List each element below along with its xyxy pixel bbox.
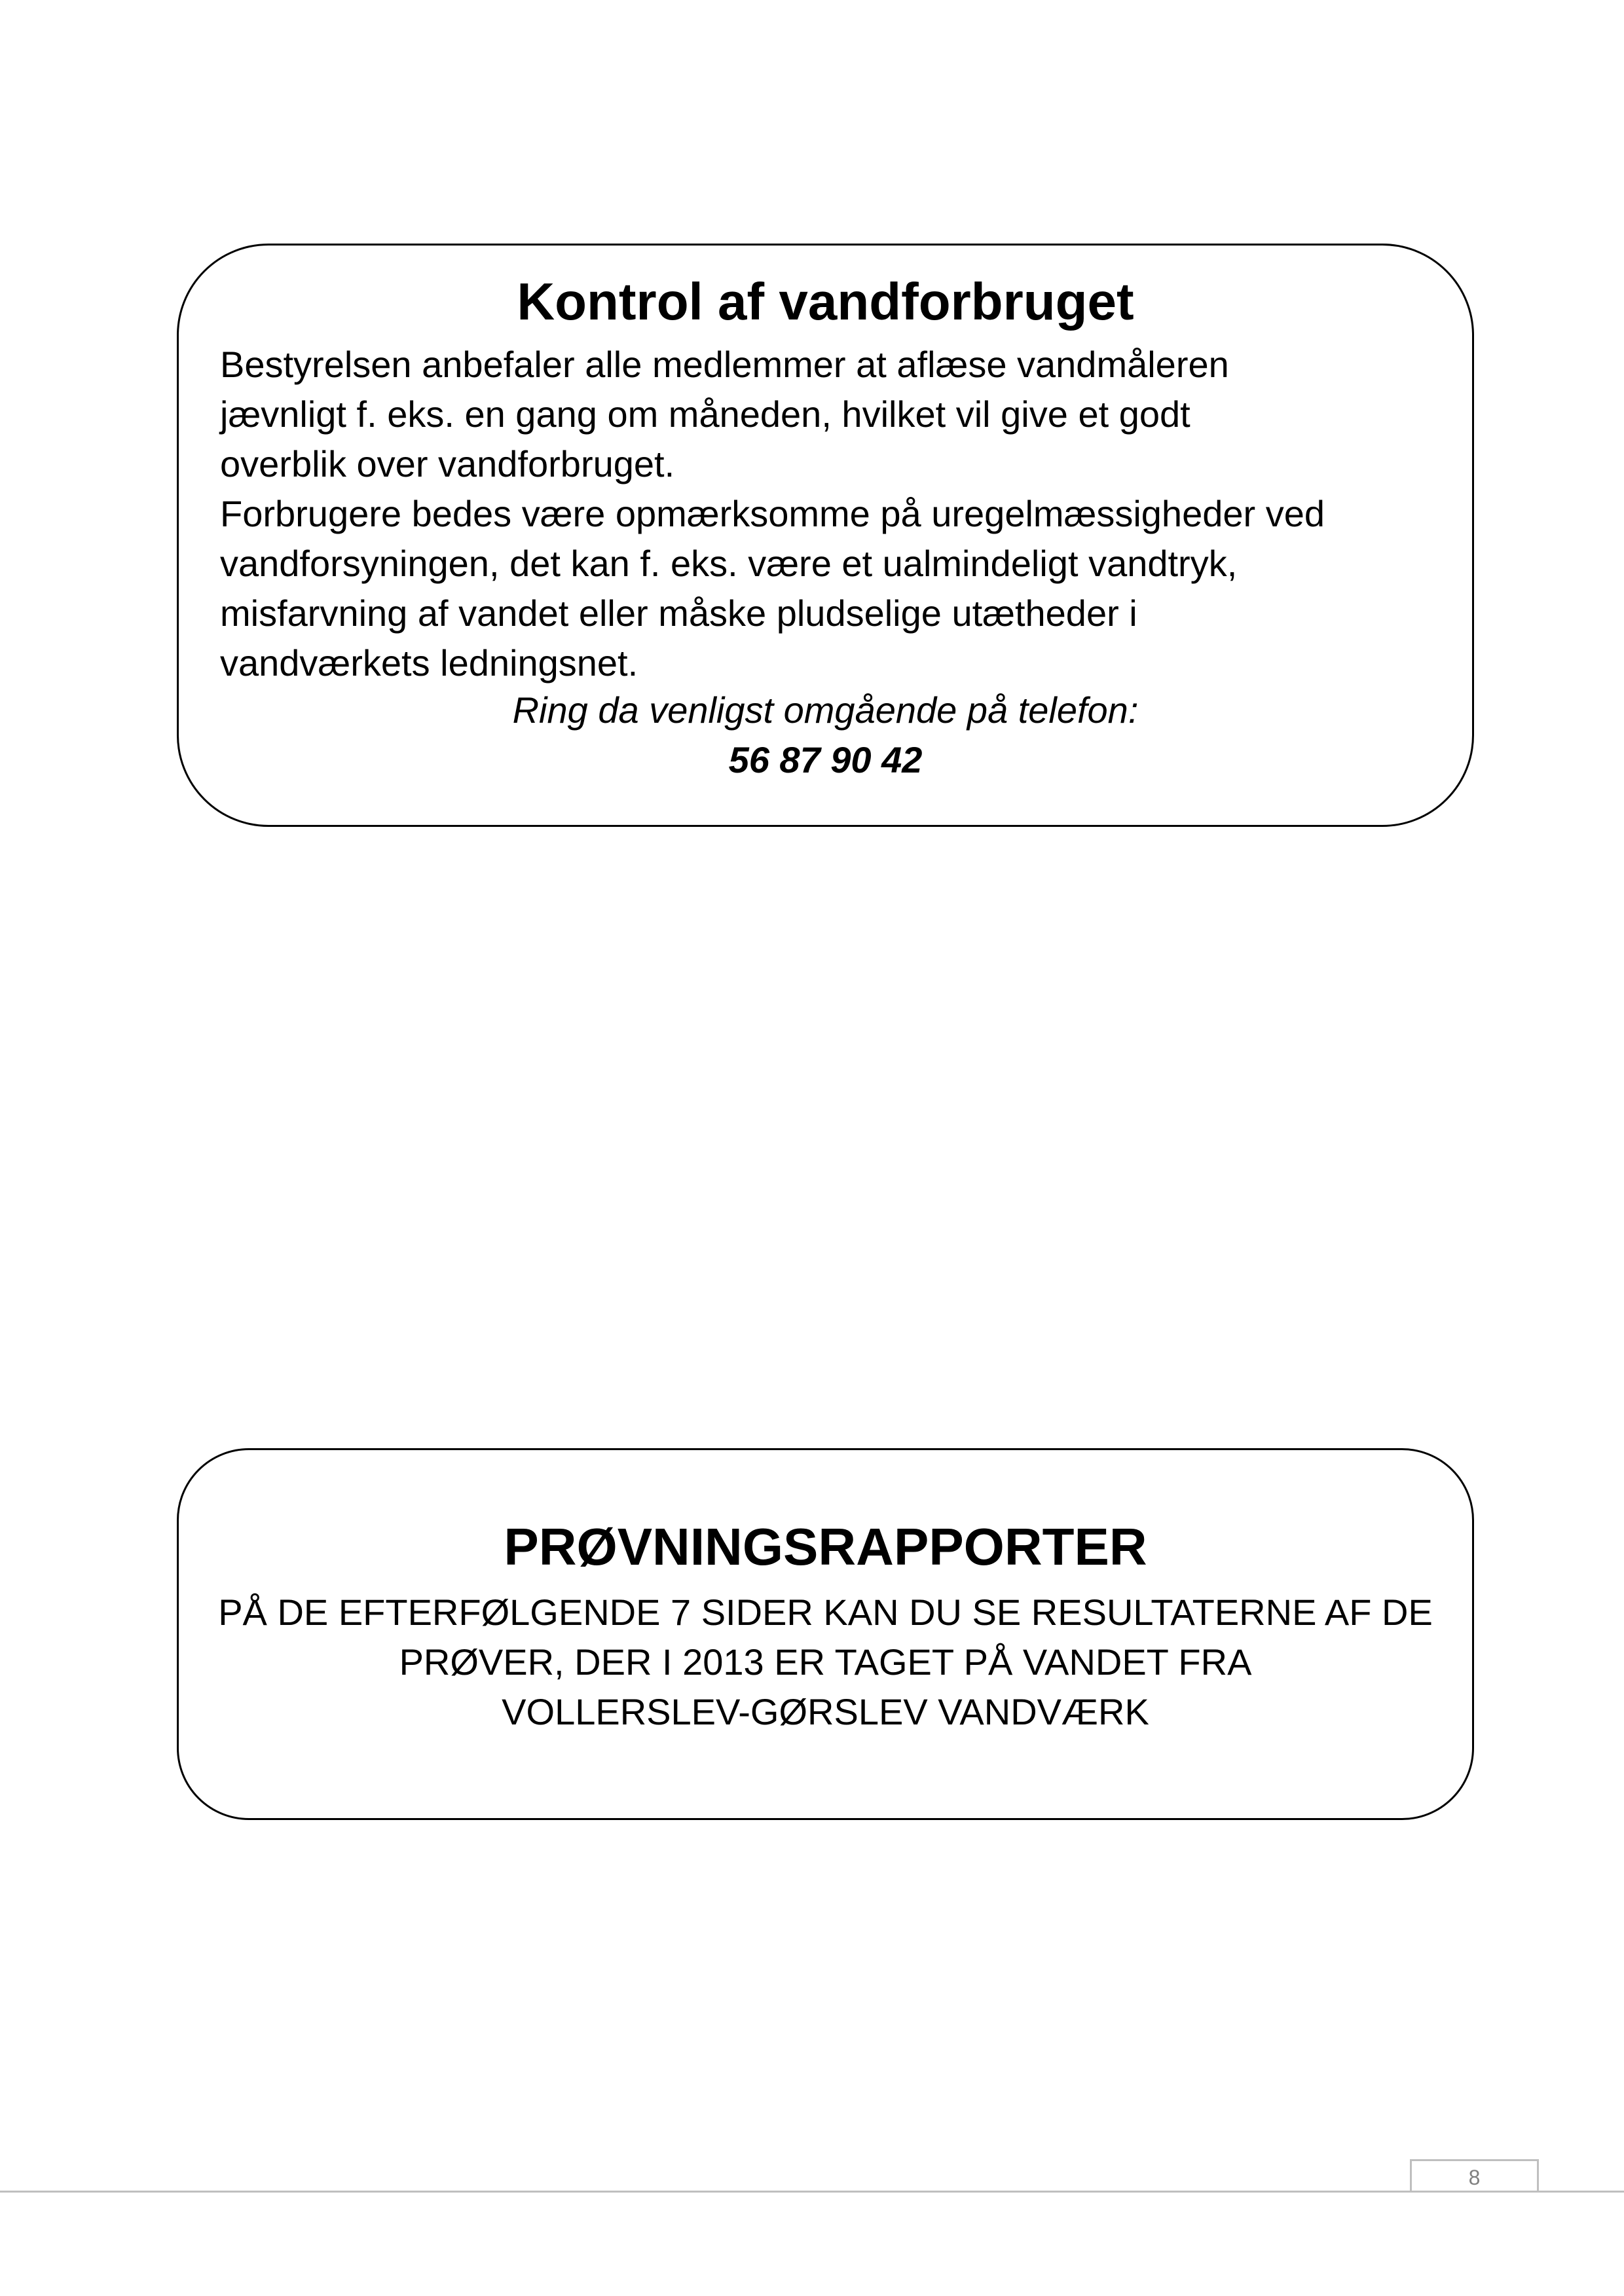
test-reports-box — [177, 1448, 1474, 1820]
phone-number: 56 87 90 42 — [728, 739, 923, 780]
paragraph-line: vandforsyningen, det kan f. eks. være et ualmindeligt vandtryk, — [220, 543, 1238, 584]
test-reports-line: PÅ DE EFTERFØLGENDE 7 SIDER KAN DU SE RESULTATERNE AF DE — [218, 1592, 1433, 1633]
call-instruction: Ring da venligst omgående på telefon: — [512, 689, 1139, 731]
paragraph-line: vandværkets ledningsnet. — [220, 642, 638, 683]
meter-reading-paragraph — [220, 340, 1229, 489]
water-consumption-box — [177, 244, 1474, 827]
test-reports-line: PRØVER, DER I 2013 ER TAGET PÅ VANDET FRA — [399, 1641, 1252, 1683]
paragraph-line: Bestyrelsen anbefaler alle medlemmer at aflæse vandmåleren — [220, 344, 1229, 385]
paragraph-line: Forbrugere bedes være opmærksomme på uregelmæssigheder ved — [220, 493, 1325, 534]
water-consumption-title: Kontrol af vandforbruget — [517, 272, 1134, 331]
test-reports-title: PRØVNINGSRAPPORTER — [504, 1518, 1147, 1576]
test-reports-line: VOLLERSLEV-GØRSLEV VANDVÆRK — [502, 1691, 1149, 1732]
paragraph-line: overblik over vandforbruget. — [220, 443, 675, 484]
footer-rule — [0, 2191, 1624, 2193]
test-reports-text — [179, 1588, 1472, 1737]
paragraph-line: jævnligt f. eks. en gang om måneden, hvilket vil give et godt — [220, 393, 1190, 435]
page-number: 8 — [1410, 2159, 1539, 2191]
irregularities-paragraph — [220, 489, 1325, 688]
paragraph-line: misfarvning af vandet eller måske pludselige utætheder i — [220, 592, 1137, 634]
